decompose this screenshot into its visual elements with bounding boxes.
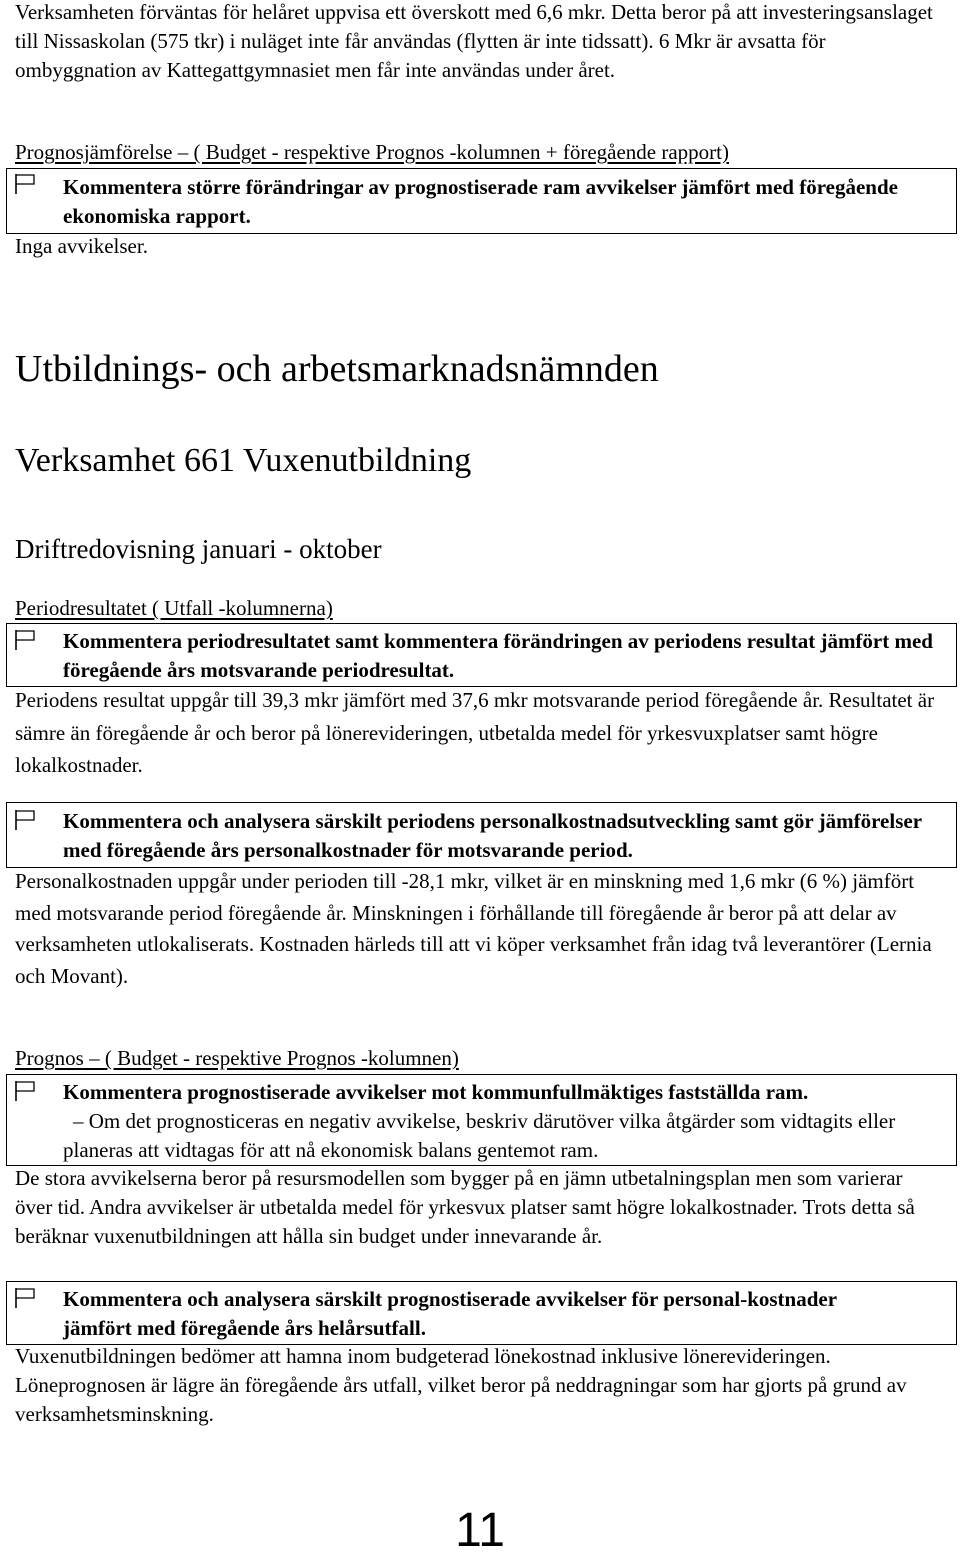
- prognos-answer-block: [15, 1164, 942, 1251]
- periodresultat-section: [15, 594, 942, 623]
- flag-icon: [13, 173, 39, 195]
- flag-icon: [13, 629, 39, 651]
- periodresultat-instruction: Kommentera periodresultatet samt kommentera förändringen av periodens resultat jämfört med föregående års motsvarande periodresultat.: [63, 629, 933, 682]
- personalkostnad-answer-block: [15, 866, 942, 992]
- prognosjamforelse-instruction-box: [6, 168, 957, 234]
- driftredovisning-title: Driftredovisning januari - oktober: [15, 534, 382, 564]
- flag-icon: [13, 1287, 39, 1309]
- committee-title-block: [15, 347, 942, 391]
- prognosjamforelse-answer: Inga avvikelser.: [15, 234, 148, 258]
- personalkostnad-answer: Personalkostnaden uppgår under perioden till -28,1 mkr, vilket är en minskning med 1,6 mkr (6 %) jämfört med motsvarande period föregående år. Minskningen i förhållande till föregående år beror på att delar av verksamheten utlokaliserats. Kostnaden härleds till att vi köper verksamhet från idag två leverantörer (Lernia och Movant).: [15, 869, 932, 988]
- personalkostnad-instruction: Kommentera och analysera särskilt periodens personalkostnadsutveckling samt gör jämförelser med föregående års personalkostnader för motsvarande period.: [63, 809, 922, 862]
- page-number: 11: [455, 1504, 505, 1557]
- periodresultat-heading: Periodresultatet ( Utfall -kolumnerna): [15, 596, 333, 620]
- periodresultat-answer-block: [15, 684, 942, 782]
- verksamhet-title-block: [15, 441, 942, 481]
- flag-icon: [13, 1080, 39, 1102]
- periodresultat-answer: Periodens resultat uppgår till 39,3 mkr jämfört med 37,6 mkr motsvarande period föregående år. Resultatet är sämre än föregående år och beror på lönerevideringen, utbetalda medel för yrkesvuxplatser samt högre lokalkostnader.: [15, 688, 935, 777]
- prognos-instruction2-box: [6, 1281, 957, 1345]
- prognos-instruction-normal: – Om det prognosticeras en negativ avvikelse, beskriv därutöver vilka åtgärder som vidtagits eller planeras att vidtagas för att nå ekonomisk balans gentemot ram.: [63, 1109, 896, 1162]
- driftredovisning-title-block: [15, 533, 942, 565]
- prognos-answer2-block: [15, 1342, 942, 1429]
- prognos-answer2: Vuxenutbildningen bedömer att hamna inom budgeterad lönekostnad inklusive lönerevideringen. Löneprognosen är lägre än föregående års utfall, vilket beror på neddragningar som har gjorts på grund av verksamhetsminskning.: [15, 1344, 907, 1426]
- periodresultat-instruction-box: [6, 623, 957, 687]
- prognos-heading: Prognos – ( Budget - respektive Prognos -kolumnen): [15, 1046, 459, 1070]
- prognosjamforelse-instruction: Kommentera större förändringar av prognostiserade ram avvikelser jämfört med föregående ekonomiska rapport.: [63, 175, 898, 228]
- prognos-section: [15, 1044, 942, 1073]
- prognosjamforelse-answer-block: [15, 232, 942, 261]
- prognos-instruction-bold: Kommentera prognostiserade avvikelser mot kommunfullmäktiges fastställda ram.: [63, 1080, 809, 1104]
- prognos-instruction-box: [6, 1074, 957, 1166]
- committee-title: Utbildnings- och arbetsmarknadsnämnden: [15, 348, 659, 390]
- prognosjamforelse-section: [15, 138, 942, 167]
- flag-icon: [13, 809, 39, 831]
- prognos-answer: De stora avvikelserna beror på resursmodellen som bygger på en jämn utbetalningsplan men som varierar över tid. Andra avvikelser är utbetalda medel för yrkesvux platser samt högre lokalkostnader. Trots detta så beräknar vuxenutbildningen att hålla sin budget under innevarande år.: [15, 1166, 915, 1248]
- prognosjamforelse-heading: Prognosjämförelse – ( Budget - respektive Prognos -kolumnen + föregående rapport): [15, 140, 729, 164]
- verksamhet-title: Verksamhet 661 Vuxenutbildning: [15, 442, 472, 479]
- personalkostnad-instruction-box: [6, 802, 957, 868]
- prognos-instruction2: Kommentera och analysera särskilt prognostiserade avvikelser för personal-kostnader jämfört med föregående års helårsutfall.: [63, 1287, 837, 1340]
- intro-paragraph: Verksamheten förväntas för helåret uppvisa ett överskott med 6,6 mkr. Detta beror på att investeringsanslaget till Nissaskolan (575 tkr) i nuläget inte får användas (flytten är inte tidssatt). 6 Mkr är avsatta för ombyggnation av Kattegattgymnasiet men får inte användas under året.: [15, 0, 933, 82]
- intro-section: [15, 0, 942, 85]
